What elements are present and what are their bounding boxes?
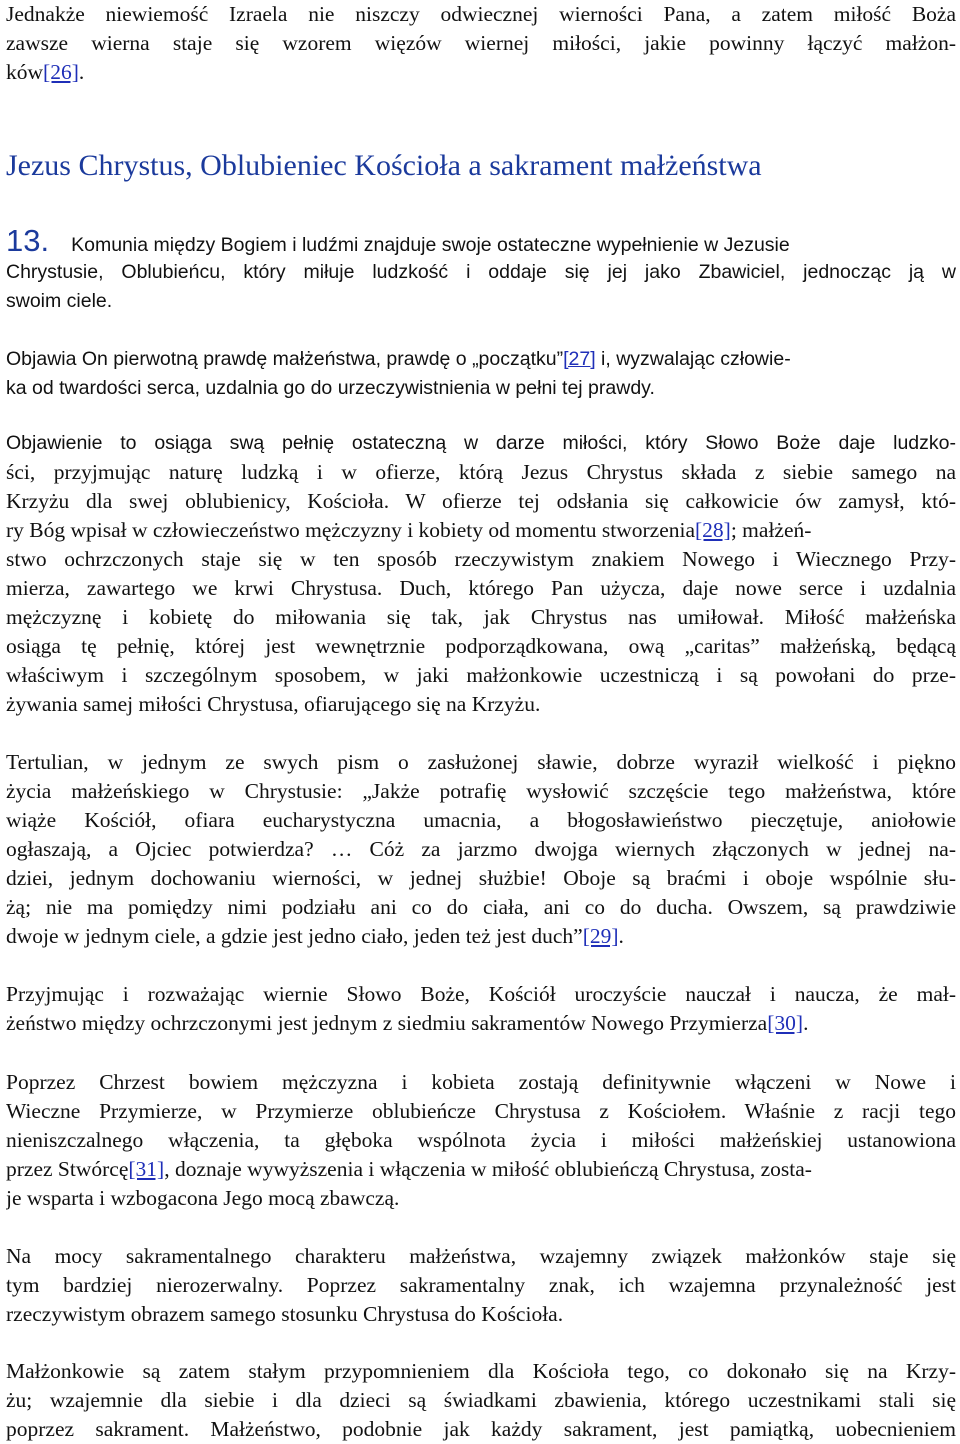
intro-text-end: . [78,60,85,84]
p3-line-8: osiąga tę pełnię, której jest wewnętrznie podporządkowana, ową „caritas” małżeńską, będącą [6,634,956,658]
p2-text-1: Objawia On pierwotną prawdę małżeństwa, prawdę o „początku” [6,348,564,370]
section-13-text-1: Komunia między Bogiem i ludźmi znajduje swoje ostateczne wypełnienie w Jezusie [71,234,790,256]
p4-line-4: ogłaszają, a Ojciec potwierdza? … Cóż za jarzmo dwojga wiernych złączonych w jednej na- [6,837,956,861]
paragraph-7 [6,1242,956,1329]
p6-line-2: Wieczne Przymierze, w Przymierze oblubieńcze Chrystusa z Kościołem. Właśnie z racji tego [6,1099,956,1123]
p3-line-6: mierza, zawartego we krwi Chrystusa. Duch, którego Pan użycza, daje nowe serce i uzdalnia [6,576,956,600]
p5-text-2: żeństwo między ochrzczonymi jest jednym z siedmiu sakramentów Nowego Przymierza [6,1011,768,1035]
p6-line-4 [6,1155,956,1184]
p6-line-1: Poprzez Chrzest bowiem mężczyzna i kobieta zostają definitywnie włączeni w Nowe i [6,1070,956,1094]
p6-text-4: przez Stwórcę [6,1157,129,1181]
intro-line-1: Jednakże niewiemość Izraela nie niszczy odwiecznej wierności Pana, a zatem miłość Boża [6,2,956,26]
p3-line-9: właściwym i szczególnym sposobem, w jaki małżonkowie uczestniczą i są powołani do prze- [6,663,956,687]
p4-line-5: dziei, jednym dochowaniu wierności, w jednej służbie! Oboje są braćmi i oboje wspólnie słu- [6,866,956,890]
footnote-link-27[interactable]: [27] [563,348,596,370]
p8-line-2: żu; wzajemnie dla siebie i dla dzieci są świadkami zbawienia, którego uczestnikami stali się [6,1388,956,1412]
p7-line-2: tym bardziej nierozerwalny. Poprzez sakramentalny znak, ich wzajemna przynależność jest [6,1273,956,1297]
footnote-link-26[interactable]: [26] [43,60,79,84]
section-13-line-3: swoim ciele. [6,290,113,312]
intro-line-2: zawsze wierna staje się wzorem więzów wiernej miłości, jakie powinny łączyć małżon- [6,31,956,55]
p4-text-7: dwoje w jednym ciele, a gdzie jest jedno ciało, jeden też jest duch” [6,924,583,948]
section-13-paragraph [6,224,956,316]
section-heading: Jezus Chrystus, Oblubieniec Kościoła a sakrament małżeństwa [6,149,762,182]
p6-line-5: je wsparta i wzbogacona Jego mocą zbawczą. [6,1186,400,1210]
p8-line-1: Małżonkowie są zatem stałym przypomnieniem dla Kościoła tego, co dokonało się na Krzy- [6,1359,956,1383]
p4-line-1: Tertulian, w jednym ze swych pism o zasłużonej sławie, dobrze wyraził wielkość i piękno [6,750,956,774]
p4-line-2: życia małżeńskiego w Chrystusie: „Jakże potrafię wysłowić szczęście tego małżeństwa, które [6,779,956,803]
p6-text-4b: , doznaje wywyższenia i włączenia w miłość oblubieńczą Chrystusa, zosta- [164,1157,812,1181]
p3-line-1: Objawienie to osiąga swą pełnię ostateczną w darze miłości, który Słowo Boże daje ludzko- [6,432,956,454]
p3-line-7: mężczyznę i kobietę do miłowania się tak, jak Chrystus nas umiłował. Miłość małżeńska [6,605,956,629]
paragraph-2 [6,345,956,403]
intro-paragraph [6,0,956,87]
p2-line-2: ka od twardości serca, uzdalnia go do urzeczywistnienia w pełni tej prawdy. [6,377,655,399]
p5-line-1: Przyjmując i rozważając wiernie Słowo Boże, Kościół uroczyście nauczał i naucza, że mał- [6,982,956,1006]
section-13-line-1 [6,224,956,258]
p4-text-7b: . [618,924,624,948]
p4-line-3: wiąże Kościół, ofiara eucharystyczna umacnia, a błogosławieństwo pieczętuje, aniołowie [6,808,956,832]
p4-line-6: żą; nie ma pomiędzy nimi podziału ani co do ciała, ani co do ducha. Owszem, są prawdziwie [6,895,956,919]
p5-text-2b: . [803,1011,809,1035]
p3-text-4: ry Bóg wpisał w człowieczeństwo mężczyzny i kobiety od momentu stworzenia [6,518,695,542]
p3-line-5: stwo ochrzczonych staje się w ten sposób rzeczywistym znakiem Nowego i Wiecznego Przy- [6,547,956,571]
p7-line-3: rzeczywistym obrazem samego stosunku Chrystusa do Kościoła. [6,1302,564,1326]
p2-line-1 [6,345,956,374]
paragraph-6 [6,1068,956,1213]
p3-text-4b: ; małżeń- [730,518,812,542]
p3-line-3: Krzyżu dla swej oblubienicy, Kościoła. W ofierze tej odsłania się całkowicie ów zamysł, któ- [6,489,956,513]
footnote-link-30[interactable]: [30] [767,1011,804,1035]
p2-text-1b: i, wyzwalając człowie- [595,348,791,370]
p3-line-4 [6,516,956,545]
intro-line-3 [6,58,956,87]
intro-text: ków [6,60,44,84]
footnote-link-28[interactable]: [28] [695,518,731,542]
p3-line-10: żywania samej miłości Chrystusa, ofiarującego się na Krzyżu. [6,692,541,716]
p7-line-1: Na mocy sakramentalnego charakteru małżeństwa, wzajemny związek małżonków staje się [6,1244,956,1268]
p6-line-3: nieniszczalnego włączenia, ta głęboka wspólnota życia i miłości małżeńskiej ustanowiona [6,1128,956,1152]
paragraph-3 [6,429,956,719]
p4-line-7 [6,922,956,951]
p3-line-2: ści, przyjmując naturę ludzką i w ofierze, którą Jezus Chrystus składa z siebie samego na [6,460,956,484]
p5-line-2 [6,1009,956,1038]
paragraph-4 [6,748,956,951]
paragraph-8 [6,1357,956,1444]
footnote-link-31[interactable]: [31] [128,1157,165,1181]
section-number: 13. [6,224,50,258]
section-13-line-2: Chrystusie, Oblubieńcu, który miłuje ludzkość i oddaje się jej jako Zbawiciel, jednocząc ją w [6,261,956,283]
p8-line-3: poprzez sakrament. Małżeństwo, podobnie jak każdy sakrament, jest pamiątką, uobecnieniem [6,1417,956,1441]
paragraph-5 [6,980,956,1038]
footnote-link-29[interactable]: [29] [582,924,619,948]
